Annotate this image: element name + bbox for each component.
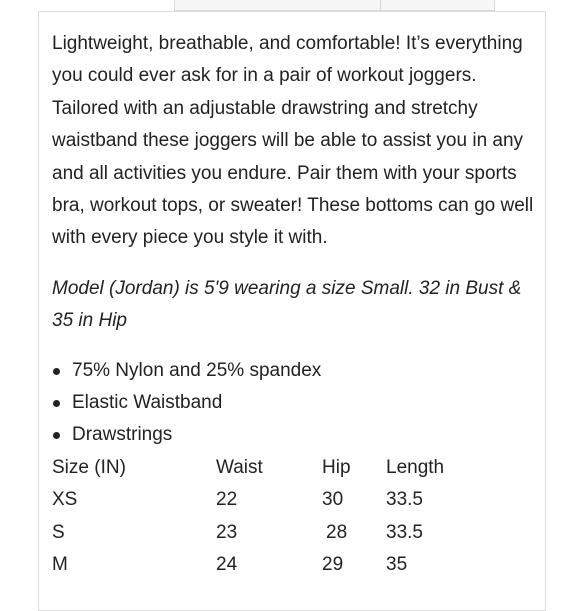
tab-more[interactable] <box>380 0 495 11</box>
feature-item: Drawstrings <box>52 419 542 451</box>
feature-item: Elastic Waistband <box>52 387 542 419</box>
cell-size: M <box>52 554 68 576</box>
cell-hip: 29 <box>322 554 344 576</box>
cell-length: 33.5 <box>386 521 423 543</box>
bullet-icon <box>53 432 60 439</box>
size-table <box>52 452 506 582</box>
feature-list <box>52 355 542 452</box>
cell-hip: 28 <box>326 521 348 543</box>
product-description: Lightweight, breathable, and comfortable! It’s everything you could ever ask for in a pair of workout joggers. Tailored with an adjustable drawstring and stretchy waistband these joggers will be able to assist you in any and all activities you endure. Pair them with your sports bra, workout tops, or sweater! These bottoms can go well with every piece you style it with. <box>52 33 534 249</box>
cell-waist: 24 <box>216 554 238 576</box>
header-size: Size (IN) <box>52 456 126 478</box>
header-waist: Waist <box>216 456 263 478</box>
product-description-content <box>52 28 542 582</box>
model-note: Model (Jordan) is 5'9 wearing a size Small. 32 in Bust & 35 in Hip <box>52 277 522 332</box>
cell-size: S <box>52 521 65 543</box>
cell-length: 35 <box>386 554 408 576</box>
table-row <box>52 549 506 581</box>
tab-details[interactable] <box>174 0 381 11</box>
cell-length: 33.5 <box>386 489 423 511</box>
header-hip: Hip <box>322 456 351 478</box>
cell-hip: 30 <box>322 489 344 511</box>
cell-size: XS <box>52 489 78 511</box>
cell-waist: 22 <box>216 489 238 511</box>
cell-waist: 23 <box>216 521 238 543</box>
bullet-icon <box>53 368 60 375</box>
size-table-header <box>52 452 506 484</box>
table-row <box>52 484 506 516</box>
header-length: Length <box>386 456 445 478</box>
bullet-icon <box>53 400 60 407</box>
feature-item: 75% Nylon and 25% spandex <box>52 355 542 387</box>
table-row <box>52 517 506 549</box>
